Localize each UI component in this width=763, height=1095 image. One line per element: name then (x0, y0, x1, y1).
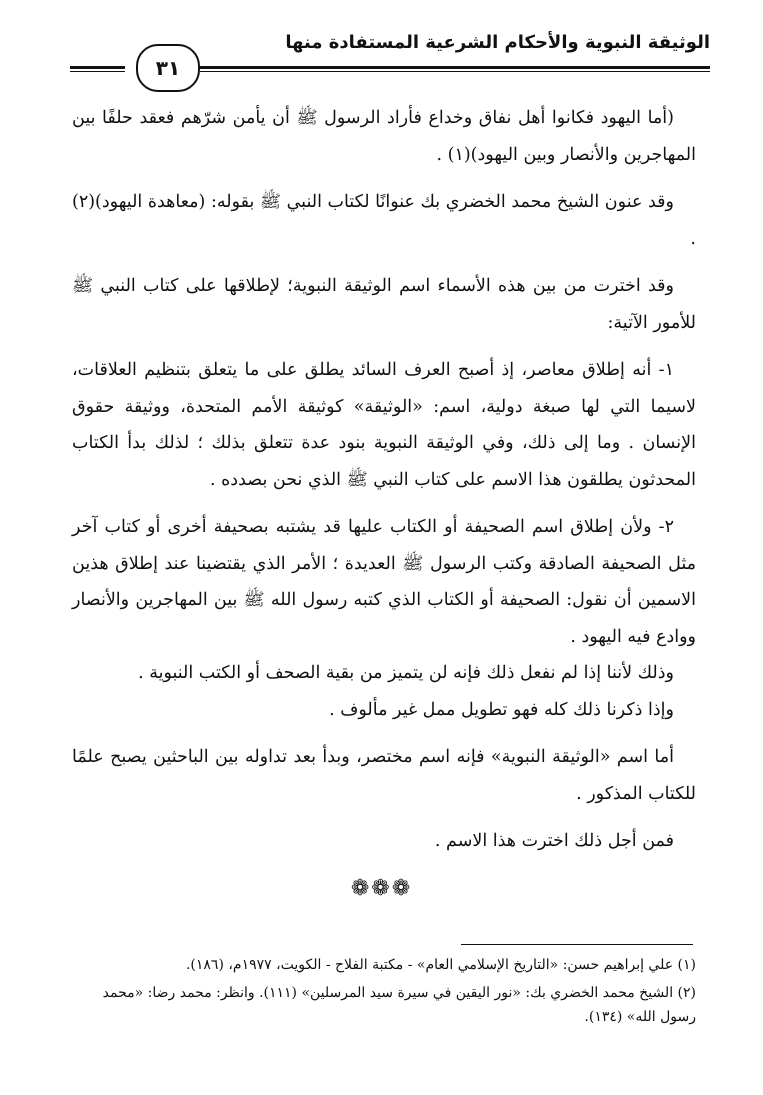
paragraph: (أما اليهود فكانوا أهل نفاق وخداع فأراد الرسول ﷺ أن يأمن شرّهم فعقد حلفًا بين المهاجرين والأنصار وبين اليهود)(١) . (72, 108, 696, 165)
paragraph: وقد اخترت من بين هذه الأسماء اسم الوثيقة النبوية؛ لإطلاقها على كتاب النبي ﷺ للأمور الآتية: (72, 276, 696, 333)
footnote: (١) علي إبراهيم حسن: «التاريخ الإسلامي العام» - مكتبة الفلاح - الكويت، ١٩٧٧م، (١٨٦). (185, 957, 696, 973)
header-rule-left (70, 66, 125, 72)
page-header (70, 22, 710, 82)
paragraph: أما اسم «الوثيقة النبوية» فإنه اسم مختصر، وبدأ بعد تداوله بين الباحثين يصبح علمًا للكتاب المذكور . (72, 747, 696, 804)
paragraph: وذلك لأننا إذا لم نفعل ذلك فإنه لن يتميز من بقية الصحف أو الكتب النبوية . (138, 663, 674, 683)
footnote-rule (461, 944, 693, 945)
list-item: ٢- ولأن إطلاق اسم الصحيفة أو الكتاب عليها قد يشتبه بصحيفة أخرى أو كتاب آخر مثل الصحيفة الصادقة وكتب الرسول ﷺ العديدة ؛ الأمر الذي يقتضينا عند إطلاق هذين الاسمين أن نقول: الصحيفة أو الكتاب الذي كتبه رسول الله ﷺ بين المهاجرين والأنصار ووادع فيه اليهود . (72, 517, 696, 647)
header-rule (200, 66, 710, 72)
paragraph: وقد عنون الشيخ محمد الخضري بك عنوانًا لكتاب النبي ﷺ بقوله: (معاهدة اليهود)(٢) . (72, 192, 696, 249)
running-title: الوثيقة النبوية والأحكام الشرعية المستفادة منها (285, 32, 710, 53)
main-text (72, 100, 696, 871)
paragraph: فمن أجل ذلك اخترت هذا الاسم . (434, 831, 674, 851)
paragraph: وإذا ذكرنا ذلك كله فهو تطويل ممل غير مألوف . (329, 699, 674, 720)
list-item: ١- أنه إطلاق معاصر، إذ أصبح العرف السائد يطلق على ما يتعلق بتنظيم العلاقات، لاسيما التي لها صبغة دولية، اسم: «الوثيقة» كوثيقة الأمم المتحدة، ووثيقة حقوق الإنسان . وما إلى ذلك، وفي الوثيقة النبوية بنود عدة تتعلق بذلك ؛ لذلك بدأ الكتاب المحدثون يطلقون هذا الاسم على كتاب النبي ﷺ الذي نحن بصدده . (72, 360, 696, 490)
section-ornament: ❁❁❁ (350, 876, 413, 901)
footnote: (٢) الشيخ محمد الخضري بك: «نور اليقين في سيرة سيد المرسلين» (١١١). وانظر: محمد رضا: «محمد رسول الله» (١٣٤). (102, 985, 696, 1025)
page-number: ٣١ (136, 44, 200, 92)
footnotes (72, 953, 696, 1033)
